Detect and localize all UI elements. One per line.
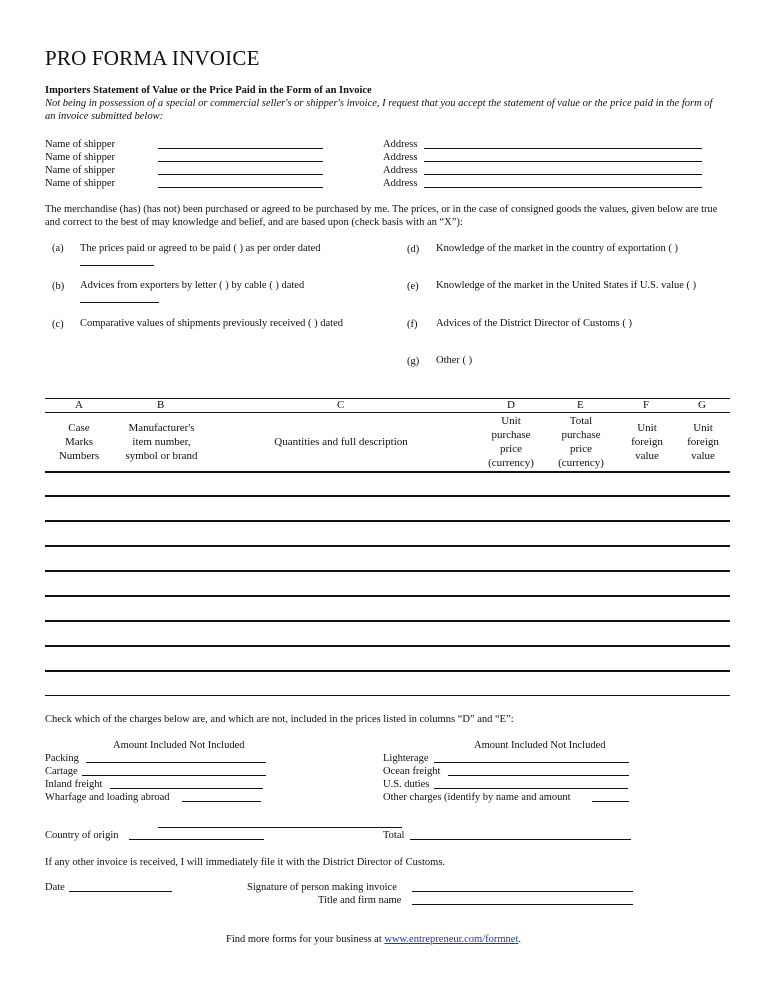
table-row-line[interactable] bbox=[45, 595, 730, 597]
charge-us-duties-field[interactable] bbox=[434, 788, 628, 789]
total-label: Total bbox=[383, 830, 405, 841]
shipper-name-field[interactable] bbox=[158, 148, 323, 149]
option-c-text[interactable]: Comparative values of shipments previously received ( ) dated bbox=[80, 318, 344, 329]
charge-packing-field[interactable] bbox=[86, 762, 266, 763]
signature-label: Signature of person making invoice bbox=[247, 882, 397, 893]
charge-wharfage-field[interactable] bbox=[182, 801, 261, 802]
shipper-name-field[interactable] bbox=[158, 187, 323, 188]
option-mark-g: (g) bbox=[407, 356, 420, 367]
date-label: Date bbox=[45, 882, 65, 893]
option-f-text[interactable]: Advices of the District Director of Customs ( ) bbox=[436, 318, 632, 329]
table-row-line[interactable] bbox=[45, 645, 730, 647]
date-field[interactable] bbox=[69, 891, 172, 892]
country-of-origin-label: Country of origin bbox=[45, 830, 119, 841]
table-letter-row bbox=[45, 398, 730, 412]
charge-other-field[interactable] bbox=[592, 801, 629, 802]
title-firm-field[interactable] bbox=[412, 904, 633, 905]
charges-header-left: Amount Included Not Included bbox=[113, 740, 245, 751]
col-letter-e: E bbox=[577, 399, 584, 411]
option-a-text[interactable]: The prices paid or agreed to be paid ( ) as per order dated bbox=[80, 243, 321, 254]
table-row-line[interactable] bbox=[45, 670, 730, 672]
option-b-text[interactable]: Advices from exporters by letter ( ) by cable ( ) dated bbox=[80, 280, 305, 291]
option-a-date-field[interactable] bbox=[80, 265, 154, 266]
col-header-c: Quantities and full description bbox=[274, 436, 408, 448]
col-letter-b: B bbox=[157, 399, 165, 411]
intro-text: Not being in possession of a special or commercial seller's or shipper's invoice, I request that you accept the statement of value or the price paid in the form of an invoice submitted below: bbox=[45, 98, 713, 122]
shipper-name-label: Name of shipper bbox=[45, 178, 115, 189]
option-mark-e: (e) bbox=[407, 281, 419, 292]
charge-inland-freight-label: Inland freight bbox=[45, 779, 103, 790]
option-mark-a: (a) bbox=[52, 243, 64, 254]
address-label: Address bbox=[383, 139, 418, 150]
charge-packing-label: Packing bbox=[45, 753, 79, 764]
table-row-line[interactable] bbox=[45, 520, 730, 522]
address-field[interactable] bbox=[424, 174, 702, 175]
table-row-line[interactable] bbox=[45, 695, 730, 696]
shipper-name-label: Name of shipper bbox=[45, 165, 115, 176]
other-invoice-statement: If any other invoice is received, I will immediately file it with the District Director of Customs. bbox=[45, 857, 446, 868]
charges-intro: Check which of the charges below are, and which are not, included in the prices listed in columns “D” and “E”: bbox=[45, 714, 514, 725]
address-field[interactable] bbox=[424, 187, 702, 188]
charge-wharfage-label: Wharfage and loading abroad bbox=[45, 792, 170, 803]
charge-lighterage-label: Lighterage bbox=[383, 753, 429, 764]
address-field[interactable] bbox=[424, 161, 702, 162]
charge-ocean-freight-label: Ocean freight bbox=[383, 766, 441, 777]
charge-lighterage-field[interactable] bbox=[434, 762, 629, 763]
col-header-f: Unit foreign value bbox=[631, 422, 663, 462]
footer-link[interactable]: www.entrepreneur.com/formnet bbox=[384, 934, 519, 945]
table-row-line[interactable] bbox=[45, 620, 730, 622]
col-letter-d: D bbox=[507, 399, 515, 411]
footer bbox=[226, 933, 521, 946]
option-d-text[interactable]: Knowledge of the market in the country of exportation ( ) bbox=[436, 243, 679, 254]
charges-header-right: Amount Included Not Included bbox=[474, 740, 606, 751]
shipper-name-label: Name of shipper bbox=[45, 139, 115, 150]
option-mark-b: (b) bbox=[52, 281, 65, 292]
footer-text: Find more forms for your business at bbox=[226, 934, 385, 945]
shipper-name-label: Name of shipper bbox=[45, 152, 115, 163]
col-letter-f: F bbox=[643, 399, 650, 411]
option-g-text[interactable]: Other ( ) bbox=[436, 355, 473, 366]
col-letter-g: G bbox=[698, 399, 706, 411]
merchandise-statement: The merchandise (has) (has not) been purchased or agreed to be purchased by me. The prices, or in the case of consigned goods the values, given below are true and correct to the best of may knowledge and belief, and are based upon (check basis with an “X”): bbox=[45, 204, 718, 228]
option-b-date-field[interactable] bbox=[80, 302, 159, 303]
charge-cartage-label: Cartage bbox=[45, 766, 78, 777]
charge-us-duties-label: U.S. duties bbox=[383, 779, 430, 790]
col-header-a: Case Marks Numbers bbox=[58, 422, 100, 462]
option-mark-f: (f) bbox=[407, 319, 418, 330]
total-field[interactable] bbox=[410, 839, 631, 840]
col-header-g: Unit foreign value bbox=[687, 422, 719, 462]
address-field[interactable] bbox=[424, 148, 702, 149]
page-title: PRO FORMA INVOICE bbox=[45, 46, 260, 70]
table-row-line[interactable] bbox=[45, 545, 730, 547]
address-label: Address bbox=[383, 152, 418, 163]
option-e-text[interactable]: Knowledge of the market in the United States if U.S. value ( ) bbox=[436, 280, 697, 291]
charge-other-label: Other charges (identify by name and amount bbox=[383, 792, 571, 803]
table-row-line[interactable] bbox=[45, 495, 730, 497]
address-label: Address bbox=[383, 178, 418, 189]
table-header-rule bbox=[45, 471, 730, 473]
charge-inland-freight-field[interactable] bbox=[110, 788, 263, 789]
address-label: Address bbox=[383, 165, 418, 176]
signature-field[interactable] bbox=[412, 891, 633, 892]
table-letter-rule bbox=[45, 412, 730, 413]
title-firm-label: Title and firm name bbox=[318, 895, 402, 906]
col-header-e: Total purchase price (currency) bbox=[558, 415, 604, 469]
form-subtitle: Importers Statement of Value or the Price Paid in the Form of an Invoice bbox=[45, 85, 372, 96]
table-row-line[interactable] bbox=[45, 570, 730, 572]
shipper-name-field[interactable] bbox=[158, 161, 323, 162]
col-header-d: Unit purchase price (currency) bbox=[488, 415, 534, 469]
country-extra-line[interactable] bbox=[158, 827, 402, 828]
footer-end: . bbox=[518, 934, 522, 945]
option-mark-d: (d) bbox=[407, 244, 420, 255]
col-letter-c: C bbox=[337, 399, 345, 411]
col-header-b: Manufacturer's item number, symbol or brand bbox=[125, 422, 198, 462]
country-of-origin-field[interactable] bbox=[129, 839, 264, 840]
col-letter-a: A bbox=[75, 399, 83, 411]
shipper-name-field[interactable] bbox=[158, 174, 323, 175]
option-mark-c: (c) bbox=[52, 319, 64, 330]
charge-cartage-field[interactable] bbox=[82, 775, 266, 776]
charge-ocean-freight-field[interactable] bbox=[448, 775, 629, 776]
